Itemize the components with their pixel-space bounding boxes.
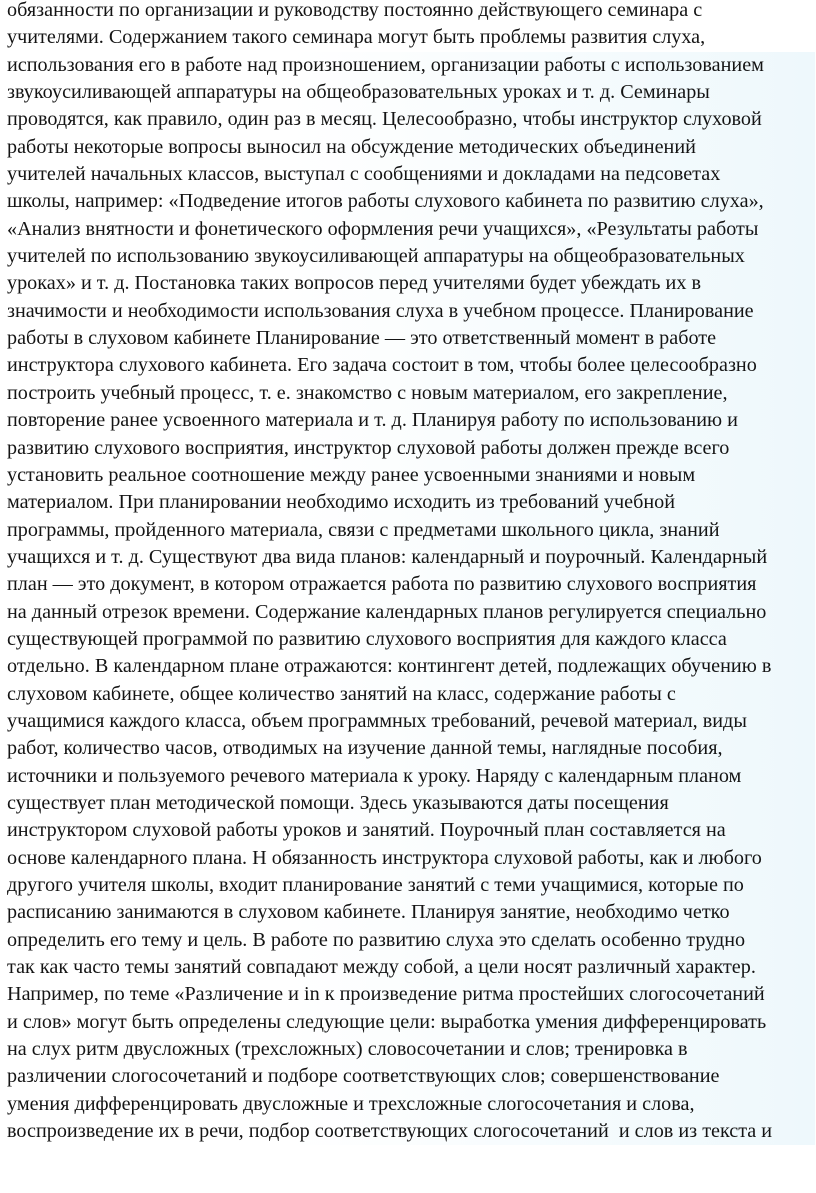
text-line: на слух ритм двусложных (трехсложных) словосочетании и слов; тренировка в xyxy=(7,1036,815,1063)
text-line: учителей начальных классов, выступал с сообщениями и докладами на педсоветах xyxy=(7,161,815,188)
text-line: звукоусиливающей аппаратуры на общеобразовательных уроках и т. д. Семинары xyxy=(7,79,815,106)
text-line: инструктором слуховой работы уроков и занятий. Поурочный план составляется на xyxy=(7,817,815,844)
text-line: обязанности по организации и руководству постоянно действующего семинара с xyxy=(7,0,703,21)
text-line: план — это документ, в котором отражается работа по развитию слухового восприятия xyxy=(7,571,815,598)
text-line: школы, например: «Подведение итогов работы слухового кабинета по развитию слуха», xyxy=(7,188,815,215)
text-line: инструктора слухового кабинета. Его задача состоит в том, чтобы более целесообразно xyxy=(7,352,815,379)
text-line: Например, по теме «Различение и in к произведение ритма простейших слогосочетаний xyxy=(7,981,815,1008)
text-line: программы, пройденного материала, связи с предметами школьного цикла, знаний xyxy=(7,517,815,544)
text-line: умения дифференцировать двусложные и трехсложные слогосочетания и слова, xyxy=(7,1091,815,1118)
text-line: работы в слуховом кабинете Планирование — это ответственный момент в работе xyxy=(7,325,815,352)
text-line: использования его в работе над произношением, организации работы с использованием xyxy=(7,52,815,79)
text-line: различении слогосочетаний и подборе соответствующих слов; совершенствование xyxy=(7,1063,815,1090)
text-line: так как часто темы занятий совпадают между собой, а цели носят различный характер. xyxy=(7,954,815,981)
text-line: и слов» могут быть определены следующие цели: выработка умения дифференцировать xyxy=(7,1009,815,1036)
text-line: учащихся и т. д. Существуют два вида планов: календарный и поурочный. Календарный xyxy=(7,544,815,571)
text-line: учителей по использованию звукоусиливающей аппаратуры на общеобразовательных xyxy=(7,243,815,270)
text-line: отдельно. В календарном плане отражаются: контингент детей, подлежащих обучению в xyxy=(7,653,815,680)
text-line: основе календарного плана. Н обязанность инструктора слуховой работы, как и любого xyxy=(7,845,815,872)
text-line: слуховом кабинете, общее количество занятий на класс, содержание работы с xyxy=(7,681,815,708)
text-line: на данный отрезок времени. Содержание календарных планов регулируется специально xyxy=(7,599,815,626)
text-line: значимости и необходимости использования слуха в учебном процессе. Планирование xyxy=(7,298,815,325)
text-line: существующей программой по развитию слухового восприятия для каждого класса xyxy=(7,626,815,653)
text-line: уроках» и т. д. Постановка таких вопросов перед учителями будет убеждать их в xyxy=(7,270,815,297)
text-line: учащимися каждого класса, объем программных требований, речевой материал, виды xyxy=(7,708,815,735)
text-line: определить его тему и цель. В работе по развитию слуха это сделать особенно трудно xyxy=(7,927,815,954)
body-text xyxy=(7,0,816,1145)
text-line: работы некоторые вопросы выносил на обсуждение методических объединений xyxy=(7,134,815,161)
text-line: работ, количество часов, отводимых на изучение данной темы, наглядные пособия, xyxy=(7,735,815,762)
text-line: расписанию занимаются в слуховом кабинете. Планируя занятие, необходимо четко xyxy=(7,899,815,926)
text-line: источники и пользуемого речевого материала к уроку. Наряду с календарным планом xyxy=(7,763,815,790)
text-line: развитию слухового восприятия, инструктор слуховой работы должен прежде всего xyxy=(7,435,815,462)
text-line: воспроизведение их в речи, подбор соответствующих слогосочетаний и слов из текста и xyxy=(7,1118,815,1145)
text-line: материалом. При планировании необходимо исходить из требований учебной xyxy=(7,489,815,516)
text-line: построить учебный процесс, т. е. знакомство с новым материалом, его закрепление, xyxy=(7,380,815,407)
text-line: повторение ранее усвоенного материала и т. д. Планируя работу по использованию и xyxy=(7,407,815,434)
text-line: другого учителя школы, входит планирование занятий с теми учащимися, которые по xyxy=(7,872,815,899)
text-line: существует план методической помощи. Здесь указываются даты посещения xyxy=(7,790,815,817)
text-line: «Анализ внятности и фонетического оформления речи учащихся», «Результаты работы xyxy=(7,216,815,243)
text-line: проводятся, как правило, один раз в месяц. Целесообразно, чтобы инструктор слуховой xyxy=(7,106,815,133)
text-line: учителями. Содержанием такого семинара могут быть проблемы развития слуха, xyxy=(7,26,706,49)
text-line: установить реальное соотношение между ранее усвоенными знаниями и новым xyxy=(7,462,815,489)
